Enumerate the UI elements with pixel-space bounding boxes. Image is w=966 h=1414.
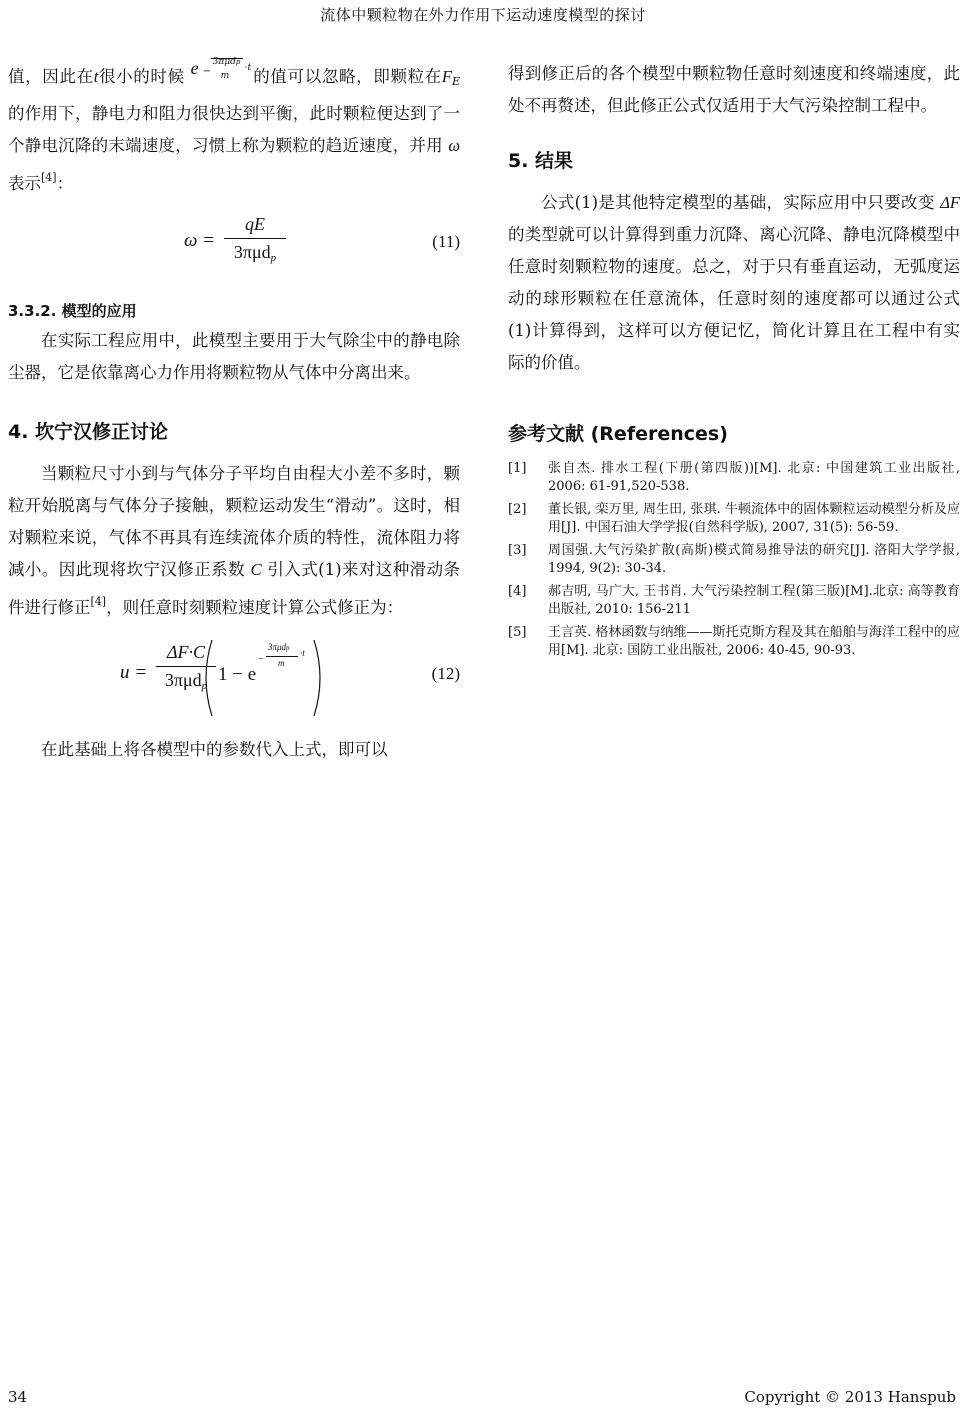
text-span: ，则任意时刻颗粒速度计算公式修正为： <box>106 598 404 617</box>
eq12-den-sub: p <box>201 680 208 692</box>
eq11-den-text: 3πμd <box>233 242 271 262</box>
left-column <box>8 58 460 766</box>
var-C: C <box>250 560 262 579</box>
eq11-fraction-bar <box>224 238 286 239</box>
page-number: 34 <box>8 1388 28 1406</box>
reference-number: [1] <box>508 461 527 476</box>
text-span: 很小的时候 <box>98 67 185 86</box>
reference-text: 董长银, 栾万里, 周生田, 张琪. 牛顿流体中的固体颗粒运动模型分析及应用[J]. 中国石油大学学报(自然科学版), 2007, 31(5): 56-59. <box>548 502 960 535</box>
reference-item <box>508 542 960 578</box>
right-column <box>508 58 960 665</box>
eq12-exp-bar <box>266 656 298 657</box>
var-delta-F: ΔF <box>940 193 960 212</box>
exp-fraction-bar <box>211 58 243 59</box>
paragraph-results <box>508 187 960 379</box>
eq12-numerator: ΔF·C <box>166 642 206 662</box>
eq12-lhs: u = <box>120 662 148 683</box>
eq11-number: (11) <box>432 232 460 251</box>
reference-text: 张自杰. 排水工程(下册(第四版))[M]. 北京: 中国建筑工业出版社, 2006: 61-91,520-538. <box>548 461 960 494</box>
reference-text: 郝吉明, 马广大, 王书肖. 大气污染控制工程(第三版)[M].北京: 高等教育出版社, 2010: 156-211 <box>548 584 960 617</box>
reference-number: [2] <box>508 502 527 517</box>
exp-minus: − <box>202 66 212 77</box>
paragraph-omega-intro <box>8 58 460 200</box>
exp-num-text: 3πμd <box>212 57 236 67</box>
reference-text: 周国强.大气污染扩散(高斯)模式简易推导法的研究[J]. 洛阳大学学报, 1994, 9(2): 30-34. <box>548 543 960 576</box>
heading-references: 参考文献 (References) <box>508 423 728 445</box>
eq12-exp-minus: − <box>258 654 264 665</box>
copyright-notice: Copyright © 2013 Hanspub <box>744 1388 956 1406</box>
running-header: 流体中颗粒物在外力作用下运动速度模型的探讨 <box>320 6 646 24</box>
reference-number: [4] <box>508 584 527 599</box>
text-span: 值，因此在 <box>8 67 94 86</box>
exp-base: e <box>190 58 199 78</box>
eq12-exp-t: ·t <box>300 648 305 658</box>
var-F-sub: E <box>452 75 461 88</box>
eq11-denominator <box>224 242 286 264</box>
eq11-fraction <box>224 214 286 264</box>
eq11-lhs: ω = <box>184 230 215 251</box>
reference-number: [3] <box>508 543 527 558</box>
text-span: 表示 <box>8 174 41 193</box>
var-F: F <box>441 67 453 86</box>
reference-item <box>508 624 960 660</box>
heading-3-3-2: 3.3.2. 模型的应用 <box>8 302 137 320</box>
text-span: 的值可以忽略，即颗粒在 <box>252 67 442 86</box>
eq11-den-sub: p <box>270 252 277 264</box>
eq11-numerator: qE <box>245 214 265 234</box>
paragraph-application: 在实际工程应用中，此模型主要用于大气除尘中的静电除尘器，它是依靠离心力作用将颗粒物从气体中分离出来。 <box>8 331 460 382</box>
reference-text: 王言英. 格林函数与纳维——斯托克斯方程及其在船舶与海洋工程中的应用[M]. 北京: 国防工业出版社, 2006: 40-45, 90-93. <box>548 625 960 658</box>
reference-item <box>508 583 960 619</box>
eq12-paren-body <box>218 664 256 686</box>
eq12-exp-num-text: 3πμd <box>268 642 287 652</box>
exp-denominator: m <box>220 71 230 81</box>
equation-12 <box>8 636 460 728</box>
eq12-exp-den: m <box>278 658 285 668</box>
eq12-number: (12) <box>431 664 460 683</box>
paragraph-continuation: 得到修正后的各个模型中颗粒物任意时刻速度和终端速度，此处不再赘述，但此修正公式仅适用于大气污染控制工程中。 <box>508 64 960 115</box>
eq12-exp-num-sub: p <box>286 644 290 652</box>
reference-item <box>508 501 960 537</box>
citation[interactable]: [4] <box>41 171 57 184</box>
eq12-paren-text: 1 − e <box>218 664 257 685</box>
text-span: 引入式(1)来对这种滑动条件进行修正 <box>8 560 461 617</box>
text-span: 公式(1)是其他特定模型的基础，实际应用中只要改变 <box>541 193 935 212</box>
heading-section-5: 5. 结果 <box>508 150 574 172</box>
text-span: 当颗粒尺寸小到与气体分子平均自由程大小差不多时，颗粒开始脱离与气体分子接触，颗粒运动发生“滑动”。这时，相对颗粒来说，气体不再具有连续流体介质的特性，流体阻力将减小。因此现将坎宁汉修正系数 <box>8 464 460 579</box>
eq12-den-text: 3πμd <box>164 670 202 690</box>
citation[interactable]: [4] <box>90 595 107 608</box>
paragraph-cunningham <box>8 458 460 624</box>
exp-num-sub: p <box>235 58 241 66</box>
text-span: ： <box>56 174 74 193</box>
inline-exponential <box>191 58 253 84</box>
reference-list <box>508 460 960 660</box>
equation-11 <box>8 210 460 286</box>
text-span: 的类型就可以计算得到重力沉降、离心沉降、静电沉降模型中任意时刻颗粒物的速度。总之，对于只有垂直运动，无弧度运动的球形颗粒在任意流体，任意时刻的速度都可以通过公式(1)计算得到，这样可以方便记忆，简化计算且在工程中有实际的价值。 <box>508 225 960 372</box>
heading-section-4: 4. 坎宁汉修正讨论 <box>8 421 169 443</box>
reference-number: [5] <box>508 625 527 640</box>
reference-item <box>508 460 960 496</box>
var-omega: ω <box>448 136 461 155</box>
var-t: t <box>93 67 99 86</box>
exp-t: ·t <box>244 63 252 73</box>
eq12-exp-num <box>268 642 290 652</box>
paragraph-substitute: 在此基础上将各模型中的参数代入上式，即可以 <box>41 740 388 759</box>
text-span: 的作用下，静电力和阻力很快达到平衡，此时颗粒便达到了一个静电沉降的末端速度，习惯上称为颗粒的趋近速度，并用 <box>8 104 460 155</box>
